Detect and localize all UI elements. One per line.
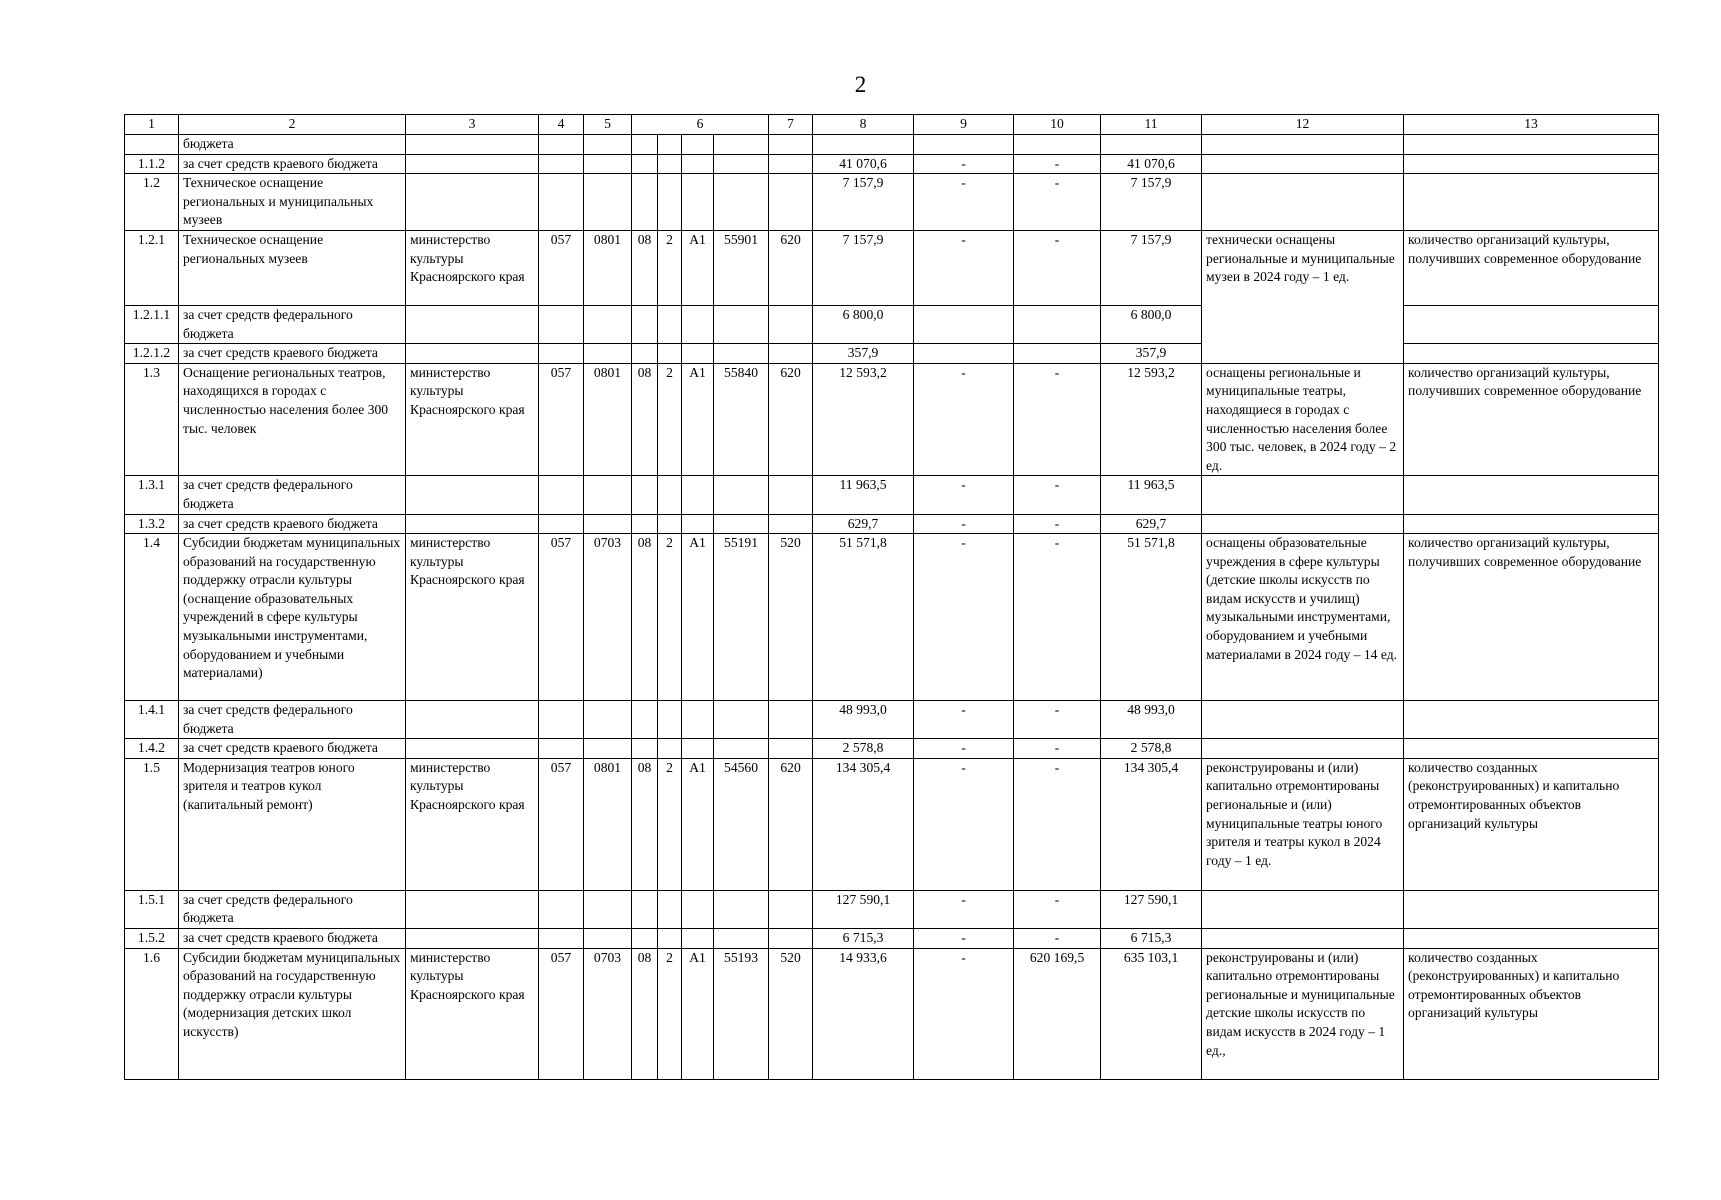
amount-col8: 7 157,9 <box>813 230 914 305</box>
amount-col9: - <box>914 363 1014 476</box>
header-col-3: 3 <box>406 115 539 135</box>
amount-col11: 7 157,9 <box>1101 230 1202 305</box>
amount-col8: 2 578,8 <box>813 739 914 759</box>
table-row <box>125 344 1659 364</box>
activity-name: бюджета <box>179 135 406 155</box>
code-col6b: 2 <box>658 230 682 305</box>
amount-col9: - <box>914 514 1014 534</box>
activity-name: за счет средств федерального бюджета <box>179 701 406 739</box>
code-col6d: 54560 <box>714 758 769 890</box>
header-col-8: 8 <box>813 115 914 135</box>
code-col6a: 08 <box>632 363 658 476</box>
amount-col10: - <box>1014 154 1101 174</box>
amount-col8: 357,9 <box>813 344 914 364</box>
amount-col11: 6 715,3 <box>1101 929 1202 949</box>
header-col-1: 1 <box>125 115 179 135</box>
code-col6c: А1 <box>682 363 714 476</box>
amount-col11: 127 590,1 <box>1101 890 1202 928</box>
code-col4: 057 <box>539 230 584 305</box>
header-col-4: 4 <box>539 115 584 135</box>
row-number: 1.2.1 <box>125 230 179 305</box>
program-activities-table <box>124 114 1659 1080</box>
responsible-org: министерство культуры Красноярского края <box>406 758 539 890</box>
code-col4: 057 <box>539 948 584 1079</box>
header-col-5: 5 <box>584 115 632 135</box>
amount-col10: - <box>1014 514 1101 534</box>
code-col6b: 2 <box>658 948 682 1079</box>
code-col7: 520 <box>769 948 813 1079</box>
activity-name: Модернизация театров юного зрителя и театров кукол (капитальный ремонт) <box>179 758 406 890</box>
indicator: количество созданных (реконструированных) и капитально отремонтированных объектов организаций культуры <box>1404 758 1659 890</box>
table-row <box>125 890 1659 928</box>
row-number: 1.1.2 <box>125 154 179 174</box>
code-col7: 620 <box>769 230 813 305</box>
row-number: 1.4 <box>125 534 179 701</box>
amount-col10: - <box>1014 476 1101 514</box>
code-col6c: А1 <box>682 534 714 701</box>
header-col-9: 9 <box>914 115 1014 135</box>
amount-col11: 629,7 <box>1101 514 1202 534</box>
code-col6b: 2 <box>658 758 682 890</box>
code-col6b: 2 <box>658 534 682 701</box>
activity-name: за счет средств краевого бюджета <box>179 154 406 174</box>
expected-result: реконструированы и (или) капитально отремонтированы региональные и (или) муниципальные театры юного зрителя и театры кукол в 2024 году – 1 ед. <box>1202 758 1404 890</box>
header-row <box>125 115 1659 135</box>
code-col6c: А1 <box>682 758 714 890</box>
row-number: 1.3.1 <box>125 476 179 514</box>
row-number: 1.4.1 <box>125 701 179 739</box>
amount-col10: - <box>1014 758 1101 890</box>
amount-col11: 12 593,2 <box>1101 363 1202 476</box>
expected-result: технически оснащены региональные и муниципальные музеи в 2024 году – 1 ед. <box>1202 230 1404 363</box>
row-number: 1.5 <box>125 758 179 890</box>
code-col5: 0801 <box>584 230 632 305</box>
row-number: 1.4.2 <box>125 739 179 759</box>
amount-col9: - <box>914 154 1014 174</box>
activity-name: за счет средств краевого бюджета <box>179 344 406 364</box>
amount-col10: - <box>1014 534 1101 701</box>
amount-col10: - <box>1014 701 1101 739</box>
code-col6a: 08 <box>632 948 658 1079</box>
amount-col9: - <box>914 890 1014 928</box>
code-col4: 057 <box>539 534 584 701</box>
activity-name: Субсидии бюджетам муниципальных образований на государственную поддержку отрасли культуры (модернизация детских школ искусств) <box>179 948 406 1079</box>
amount-col9: - <box>914 534 1014 701</box>
amount-col11: 2 578,8 <box>1101 739 1202 759</box>
amount-col9: - <box>914 739 1014 759</box>
code-col5: 0703 <box>584 948 632 1079</box>
page-number: 2 <box>854 72 867 97</box>
indicator: количество организаций культуры, получивших современное оборудование <box>1404 534 1659 701</box>
code-col6d: 55901 <box>714 230 769 305</box>
amount-col8: 12 593,2 <box>813 363 914 476</box>
row-number: 1.5.2 <box>125 929 179 949</box>
code-col6c: А1 <box>682 230 714 305</box>
table-row <box>125 929 1659 949</box>
row-number: 1.2.1.1 <box>125 305 179 343</box>
row-number: 1.2.1.2 <box>125 344 179 364</box>
header-col-10: 10 <box>1014 115 1101 135</box>
amount-col10: - <box>1014 174 1101 231</box>
amount-col10: - <box>1014 739 1101 759</box>
amount-col9: - <box>914 174 1014 231</box>
amount-col11: 11 963,5 <box>1101 476 1202 514</box>
amount-col8: 127 590,1 <box>813 890 914 928</box>
code-col5: 0801 <box>584 363 632 476</box>
amount-col11: 357,9 <box>1101 344 1202 364</box>
amount-col11: 134 305,4 <box>1101 758 1202 890</box>
activity-name: за счет средств федерального бюджета <box>179 890 406 928</box>
row-number: 1.5.1 <box>125 890 179 928</box>
activity-name: за счет средств краевого бюджета <box>179 929 406 949</box>
expected-result: оснащены региональные и муниципальные театры, находящиеся в городах с численностью населения более 300 тыс. человек, в 2024 году – 2 ед. <box>1202 363 1404 476</box>
amount-col8: 11 963,5 <box>813 476 914 514</box>
expected-result: оснащены образовательные учреждения в сфере культуры (детские школы искусств по видам искусств и училищ) музыкальными инструментами, оборудованием и учебными материалами в 2024 году – 14 ед. <box>1202 534 1404 701</box>
amount-col8: 629,7 <box>813 514 914 534</box>
indicator: количество организаций культуры, получивших современное оборудование <box>1404 230 1659 305</box>
activity-name: за счет средств федерального бюджета <box>179 305 406 343</box>
responsible-org: министерство культуры Красноярского края <box>406 948 539 1079</box>
code-col7: 620 <box>769 363 813 476</box>
activity-name: за счет средств федерального бюджета <box>179 476 406 514</box>
activity-name: за счет средств краевого бюджета <box>179 514 406 534</box>
header-col-7: 7 <box>769 115 813 135</box>
amount-col8: 14 933,6 <box>813 948 914 1079</box>
code-col7: 520 <box>769 534 813 701</box>
amount-col9: - <box>914 929 1014 949</box>
amount-col9: - <box>914 230 1014 305</box>
code-col6a: 08 <box>632 230 658 305</box>
amount-col8: 6 800,0 <box>813 305 914 343</box>
amount-col10: - <box>1014 230 1101 305</box>
indicator: количество созданных (реконструированных) и капитально отремонтированных объектов организаций культуры <box>1404 948 1659 1079</box>
header-col-6: 6 <box>632 115 769 135</box>
row-number: 1.3 <box>125 363 179 476</box>
amount-col8: 41 070,6 <box>813 154 914 174</box>
header-col-11: 11 <box>1101 115 1202 135</box>
amount-col10: 620 169,5 <box>1014 948 1101 1079</box>
expected-result: реконструированы и (или) капитально отремонтированы региональные и муниципальные детские школы искусств по видам искусств в 2024 году – 1 ед., <box>1202 948 1404 1079</box>
table-row <box>125 739 1659 759</box>
amount-col10: - <box>1014 929 1101 949</box>
table-row <box>125 135 1659 155</box>
amount-col11: 6 800,0 <box>1101 305 1202 343</box>
header-col-13: 13 <box>1404 115 1659 135</box>
table-row <box>125 174 1659 231</box>
code-col6b: 2 <box>658 363 682 476</box>
amount-col11: 48 993,0 <box>1101 701 1202 739</box>
code-col6d: 55191 <box>714 534 769 701</box>
table-row <box>125 476 1659 514</box>
amount-col10: - <box>1014 363 1101 476</box>
code-col6d: 55193 <box>714 948 769 1079</box>
responsible-org: министерство культуры Красноярского края <box>406 230 539 305</box>
amount-col8: 7 157,9 <box>813 174 914 231</box>
row-number: 1.2 <box>125 174 179 231</box>
activity-name: Техническое оснащение региональных музеев <box>179 230 406 305</box>
code-col6a: 08 <box>632 758 658 890</box>
code-col4: 057 <box>539 363 584 476</box>
amount-col9: - <box>914 701 1014 739</box>
table-row <box>125 758 1659 890</box>
header-col-12: 12 <box>1202 115 1404 135</box>
code-col6c: А1 <box>682 948 714 1079</box>
amount-col9: - <box>914 476 1014 514</box>
activity-name: за счет средств краевого бюджета <box>179 739 406 759</box>
amount-col8: 51 571,8 <box>813 534 914 701</box>
table-row <box>125 534 1659 701</box>
amount-col11: 7 157,9 <box>1101 174 1202 231</box>
table-row <box>125 154 1659 174</box>
row-number: 1.6 <box>125 948 179 1079</box>
table-row <box>125 230 1659 305</box>
activity-name: Оснащение региональных театров, находящихся в городах с численностью населения более 300 тыс. человек <box>179 363 406 476</box>
amount-col8: 134 305,4 <box>813 758 914 890</box>
amount-col11: 41 070,6 <box>1101 154 1202 174</box>
code-col5: 0801 <box>584 758 632 890</box>
amount-col9: - <box>914 948 1014 1079</box>
amount-col11: 51 571,8 <box>1101 534 1202 701</box>
row-number: 1.3.2 <box>125 514 179 534</box>
header-col-2: 2 <box>179 115 406 135</box>
table-row <box>125 948 1659 1079</box>
amount-col10: - <box>1014 890 1101 928</box>
responsible-org: министерство культуры Красноярского края <box>406 534 539 701</box>
responsible-org: министерство культуры Красноярского края <box>406 363 539 476</box>
table-row <box>125 514 1659 534</box>
activity-name: Техническое оснащение региональных и муниципальных музеев <box>179 174 406 231</box>
code-col5: 0703 <box>584 534 632 701</box>
amount-col11: 635 103,1 <box>1101 948 1202 1079</box>
amount-col8: 48 993,0 <box>813 701 914 739</box>
amount-col8: 6 715,3 <box>813 929 914 949</box>
code-col7: 620 <box>769 758 813 890</box>
code-col6d: 55840 <box>714 363 769 476</box>
table-row <box>125 363 1659 476</box>
code-col6a: 08 <box>632 534 658 701</box>
table-row <box>125 305 1659 343</box>
activity-name: Субсидии бюджетам муниципальных образований на государственную поддержку отрасли культуры (оснащение образовательных учреждений в сфере культуры музыкальными инструментами, оборудованием и учебными материалами) <box>179 534 406 701</box>
table-row <box>125 701 1659 739</box>
code-col4: 057 <box>539 758 584 890</box>
indicator: количество организаций культуры, получивших современное оборудование <box>1404 363 1659 476</box>
amount-col9: - <box>914 758 1014 890</box>
